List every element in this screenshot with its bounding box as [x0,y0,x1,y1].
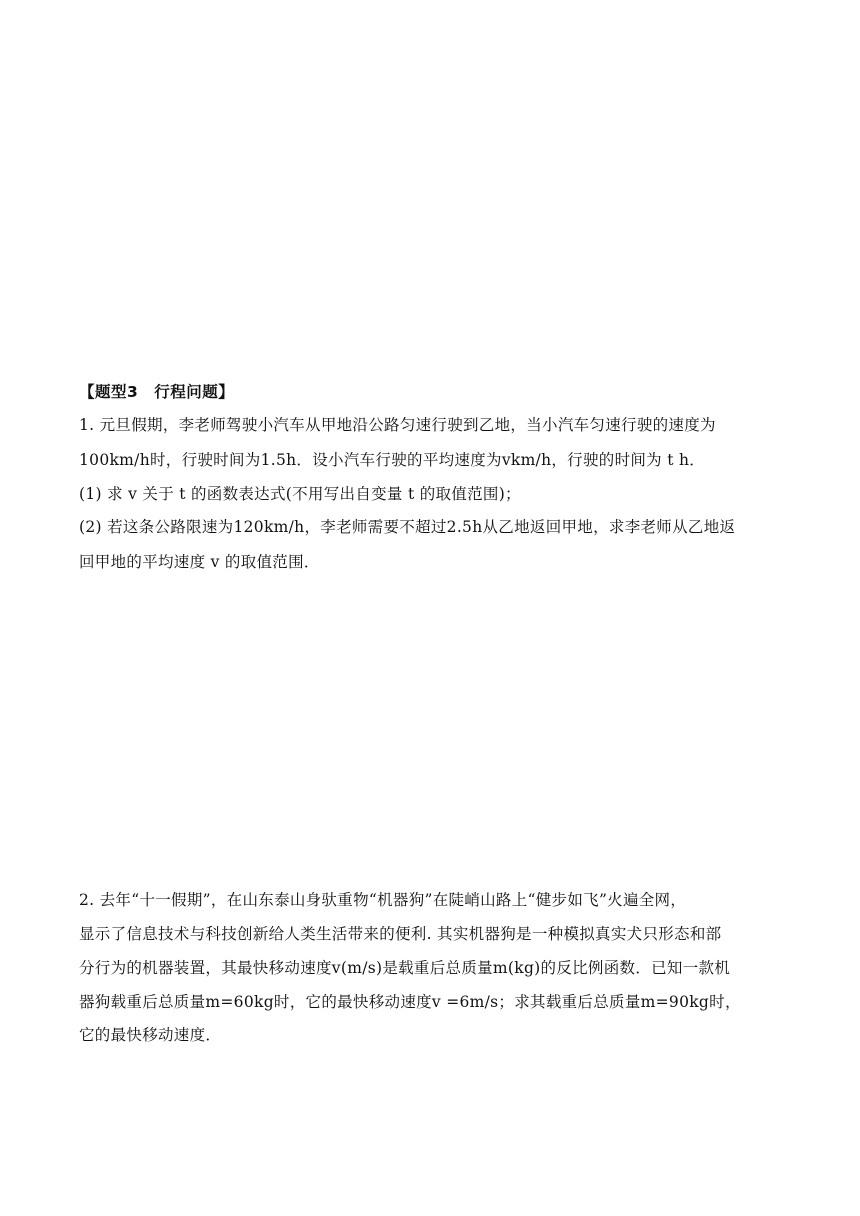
problem-1-line-1: 1. 元旦假期，李老师驾驶小汽车从甲地沿公路匀速行驶到乙地，当小汽车匀速行驶的速度为 [79,416,716,434]
problem-2-line-5: 它的最快移动速度． [79,1026,222,1044]
problem-1-line-2: 100km/h时，行驶时间为1.5h．设小汽车行驶的平均速度为vkm/h，行驶的时间为 t h． [79,451,706,469]
problem-2-line-3: 分行为的机器装置，其最快移动速度v(m/s)是载重后总质量m(kg)的反比例函数．已知一款机 [79,959,731,977]
problem-2-line-1: 2. 去年“十一假期”，在山东泰山身驮重物“机器狗”在陡峭山路上“健步如飞”火遍全网， [79,891,687,909]
problem-1-part-2-line-2: 回甲地的平均速度 v 的取值范围． [79,553,320,571]
section-heading: 【题型3 行程问题】 [79,383,235,401]
problem-2-line-2: 显示了信息技术与科技创新给人类生活带来的便利. 其实机器狗是一种模拟真实犬只形态和部 [79,925,722,943]
problem-1-part-1: (1) 求 v 关于 t 的函数表达式(不用写出自变量 t 的取值范围)； [79,485,521,503]
problem-1-part-2-line-1: (2) 若这条公路限速为120km/h，李老师需要不超过2.5h从乙地返回甲地，求李老师从乙地返 [79,518,736,536]
problem-2-line-4: 器狗载重后总质量m=60kg时，它的最快移动速度v =6m/s；求其载重后总质量m=90kg时， [79,993,741,1011]
